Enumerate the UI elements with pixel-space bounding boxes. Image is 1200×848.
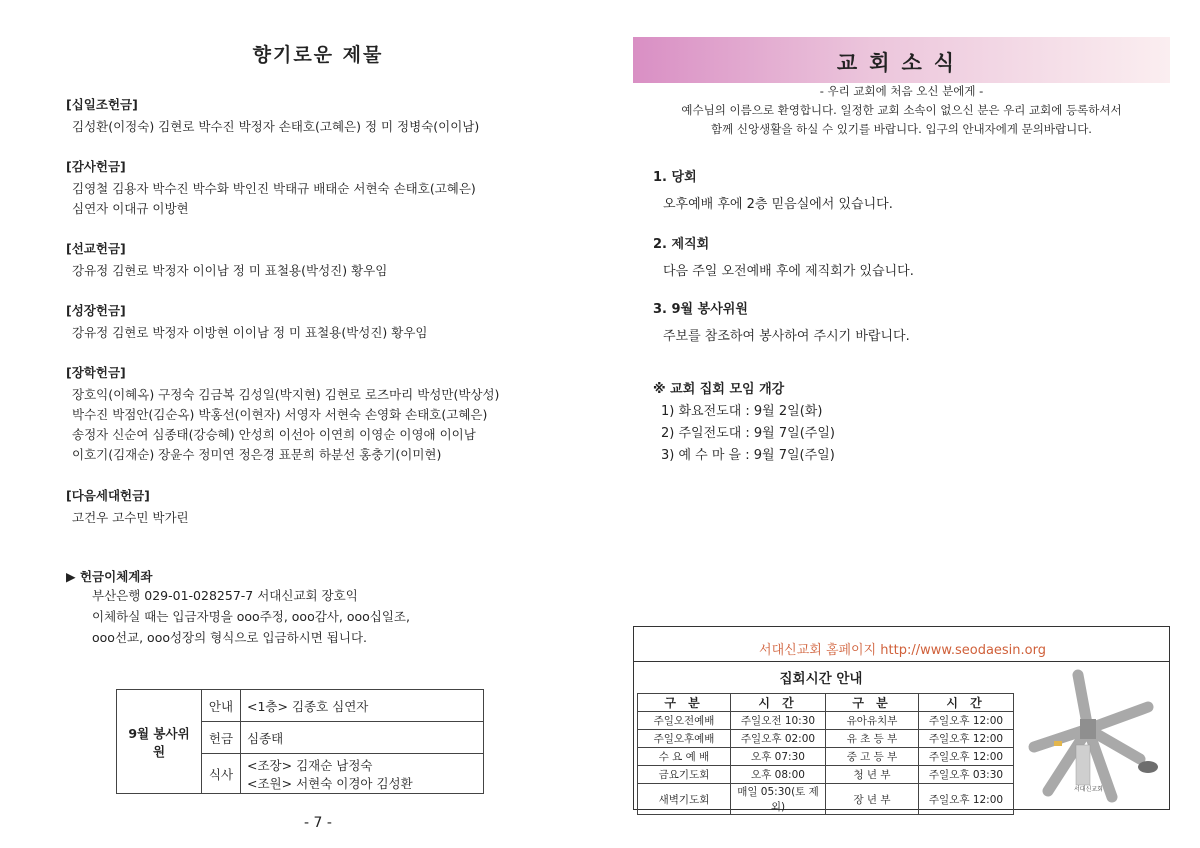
homepage-link[interactable]: 서대신교회 홈페이지 http://www.seodaesin.org: [759, 643, 1046, 658]
section-heading: [선교헌금]: [66, 241, 126, 256]
transfer-line: ooo선교, ooo성장의 형식으로 입금하시면 됩니다.: [92, 630, 368, 645]
table-cell: 주일오후 12:00: [919, 784, 1014, 815]
volunteer-names: [241, 722, 484, 754]
table-cell: 주일오후 12:00: [919, 748, 1014, 766]
church-location-map: [1018, 667, 1166, 807]
meetings-section: [653, 378, 835, 467]
table-cell: 주일오후 12:00: [919, 730, 1014, 748]
meetings-heading: ※ 교회 집회 모임 개강: [653, 382, 785, 397]
donor-list: 김성환(이정숙) 김현로 박수진 박정자 손태호(고혜은) 정 미 정병숙(이이남): [72, 119, 480, 134]
table-cell: 주일오후 03:30: [919, 766, 1014, 784]
table-cell: 중 고 등 부: [826, 748, 919, 766]
table-cell: 장 년 부: [826, 784, 919, 815]
transfer-line: 이체하실 때는 입금자명을 ooo주정, ooo감사, ooo십일조,: [92, 609, 410, 624]
donor-list: 고건우 고수민 박가린: [72, 510, 189, 525]
volunteer-name-line: <조원> 서현숙 이경아 김성환: [247, 775, 413, 791]
offering-section-growth: [66, 301, 576, 343]
volunteer-name-line: 심종태: [247, 730, 284, 746]
table-row: [638, 766, 1014, 784]
donor-list: 강유정 김현로 박정자 이이남 정 미 표철용(박성진) 황우임: [72, 263, 388, 278]
section-heading: [장학헌금]: [66, 365, 126, 380]
section-heading: [감사헌금]: [66, 159, 126, 174]
volunteer-role: 헌금: [202, 722, 241, 754]
table-cell: 청 년 부: [826, 766, 919, 784]
welcome-line: 예수님의 이름으로 환영합니다. 일정한 교회 소속이 없으신 분은 우리 교회에 등록하셔서: [681, 103, 1122, 117]
table-row: [638, 730, 1014, 748]
donor-list: 강유정 김현로 박정자 이방현 이이남 정 미 표철용(박성진) 황우임: [72, 325, 428, 340]
news-heading: 1. 당회: [653, 170, 697, 185]
offering-section-tithe: [66, 95, 576, 137]
volunteer-names: [241, 754, 484, 794]
volunteer-name-line: <조장> 김재순 남정숙: [247, 757, 373, 773]
map-church-label: 서대신교회: [1074, 786, 1103, 793]
divider: [634, 661, 1169, 662]
welcome-text: [633, 101, 1170, 139]
offering-title: 향기로운 제물: [252, 44, 384, 66]
table-cell: 주일오후예배: [638, 730, 731, 748]
transfer-line: 부산은행 029-01-028257-7 서대신교회 장호익: [92, 588, 358, 603]
table-cell: 주일오후 02:00: [731, 730, 826, 748]
transfer-heading: ▶ 헌금이체계좌: [66, 569, 153, 584]
donor-list: 김영철 김용자 박수진 박수화 박인진 박태규 배태순 서현숙 손태호(고혜은): [72, 181, 476, 196]
news-heading: 3. 9월 봉사위원: [653, 302, 748, 317]
donor-list: 박수진 박점안(김순옥) 박홍선(이현자) 서영자 서현숙 손영화 손태호(고혜은): [72, 407, 488, 422]
news-banner: [633, 37, 1170, 83]
offering-section-scholarship: [66, 363, 576, 465]
table-cell: 주일오전 10:30: [731, 712, 826, 730]
volunteer-table-label: 9월 봉사위원: [117, 690, 202, 794]
news-text: 오후예배 후에 2층 믿음실에서 있습니다.: [663, 197, 893, 212]
volunteer-role: 안내: [202, 690, 241, 722]
service-times-table: [637, 693, 1014, 815]
welcome-line: 함께 신앙생활을 하실 수 있기를 바랍니다. 입구의 안내자에게 문의바랍니다.: [711, 122, 1092, 136]
section-heading: [다음세대헌금]: [66, 488, 150, 503]
volunteer-role: 식사: [202, 754, 241, 794]
table-cell: 오후 08:00: [731, 766, 826, 784]
news-item-session: [653, 166, 893, 212]
table-row: [638, 784, 1014, 815]
times-header: 시 간: [919, 694, 1014, 712]
offering-section-mission: [66, 239, 576, 281]
offering-section-next-generation: [66, 486, 576, 528]
table-cell: 유 초 등 부: [826, 730, 919, 748]
service-times-title: 집회시간 안내: [779, 671, 863, 687]
service-times-box: [633, 626, 1170, 813]
table-cell: 금요기도회: [638, 766, 731, 784]
table-cell: 유아유치부: [826, 712, 919, 730]
table-cell: 새벽기도회: [638, 784, 731, 815]
news-item-officers-meeting: [653, 233, 914, 279]
donor-list: 송정자 신순여 심종태(강승혜) 안성희 이선아 이연희 이영순 이영애 이이남: [72, 427, 476, 442]
volunteer-name-line: <1층> 김종호 심연자: [247, 698, 369, 714]
volunteer-table: [116, 689, 484, 794]
meeting-line: 2) 주일전도대 : 9월 7일(주일): [661, 426, 835, 441]
times-header: 구 분: [826, 694, 919, 712]
news-item-volunteers: [653, 298, 910, 344]
news-text: 주보를 참조하여 봉사하여 주시기 바랍니다.: [663, 329, 910, 344]
welcome-heading: - 우리 교회에 처음 오신 분에게 -: [819, 84, 984, 98]
table-cell: 수 요 예 배: [638, 748, 731, 766]
news-heading: 2. 제직회: [653, 237, 710, 252]
meeting-line: 1) 화요전도대 : 9월 2일(화): [661, 404, 823, 419]
times-header: 시 간: [731, 694, 826, 712]
donor-list: 이호기(김재순) 장윤수 정미연 정은경 표문희 하분선 홍충기(이미현): [72, 447, 442, 462]
volunteer-names: [241, 690, 484, 722]
news-banner-title: 교회소식: [836, 50, 967, 75]
table-row: [638, 712, 1014, 730]
table-row: [638, 748, 1014, 766]
transfer-account-info: [66, 567, 410, 648]
table-cell: 오후 07:30: [731, 748, 826, 766]
times-header: 구 분: [638, 694, 731, 712]
meeting-line: 3) 예 수 마 을 : 9월 7일(주일): [661, 448, 835, 463]
donor-list: 장호익(이혜옥) 구정숙 김금복 김성일(박지현) 김현로 로즈마리 박성만(박상성): [72, 387, 500, 402]
donor-list: 심연자 이대규 이방현: [72, 201, 189, 216]
table-cell: 주일오후 12:00: [919, 712, 1014, 730]
section-heading: [십일조헌금]: [66, 97, 138, 112]
offering-section-thanks: [66, 157, 576, 219]
section-heading: [성장헌금]: [66, 303, 126, 318]
table-cell: 매일 05:30(토 제외): [731, 784, 826, 815]
page-number: - 7 -: [304, 815, 332, 831]
news-text: 다음 주일 오전예배 후에 제직회가 있습니다.: [663, 264, 914, 279]
table-cell: 주일오전예배: [638, 712, 731, 730]
